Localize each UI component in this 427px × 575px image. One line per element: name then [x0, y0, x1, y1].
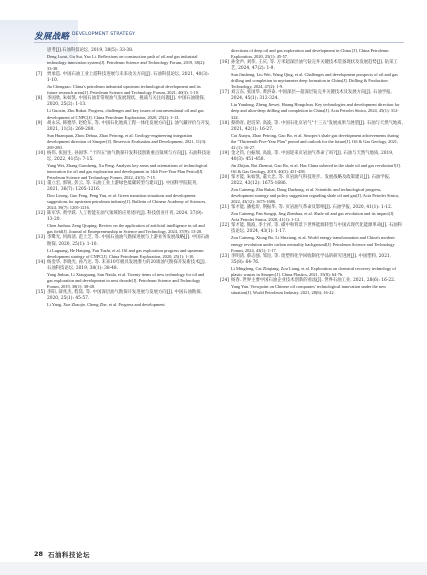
reference-text-en: Chen Junhua, Zeng Qiuping. Review on the application of artificial intelligence in oil and gas field[J]. Journal of Entrepreneurship in Science and Technology, 2024, 37(9): 13-20.: [47, 223, 205, 235]
reference-text-zh: 李国欣, 朱如凯. 中国石油非常规油气发展现状、挑战与关注问题[J]. 中国石油勘探, 2020, 25(2): 1-13.: [47, 96, 206, 108]
reference-text-en: Liu Yandong, Zheng Jiewei, Huang Hongchun. Key technologies and development direction for deep and ultra-deep drilling and completion in China[J]. Acta Petrolei Sinica, 2024, 45(1): 312-324.: [231, 102, 400, 120]
reference-text-zh: 孙金声, 刘伟, 王庆, 等. 万米超深层油气钻完井关键技术装备现状及发展趋势[J]. 钻采工艺, 2024, 47(2): 1-9.: [231, 60, 398, 72]
reference-text-zh: 邹才能, 熊波, 李士祥, 等. 碳中和背景下世界能源转型与中国式现代化能源革命[J]. 石油科技论坛, 2024, 43(1): 1-17.: [231, 223, 402, 235]
reference-entry: [36, 181, 211, 211]
reference-number: [23]: [220, 253, 229, 259]
reference-text-zh: 李阳, 薛兆杰, 程喆, 等. 中国深层油气勘探开发进展与发展方向[J]. 中国石油勘探, 2020, 25(1): 45-57.: [47, 289, 202, 301]
reference-number: [8]: [36, 96, 43, 102]
reference-text-zh: 邹才能, 朱如凯, 董大忠, 等. 页岩油气科技进步、发展战略及政策建议[J]. 石油学报, 2022, 43(12): 1675-1686.: [231, 174, 391, 187]
reference-text-en: Zou Caineng, Pan Songqi, Jing Zhenhua, et al. Shale oil and gas revolution and its impact[J]. Acta Petrolei Sinica, 2020, 41(1): 1-12.: [231, 211, 395, 223]
reference-number: [9]: [36, 120, 43, 126]
reference-column-left: [36, 48, 211, 308]
page-number: 28: [34, 550, 43, 558]
reference-text-en: Yang Wei, Zhang Guosheng, Xu Peng. Analysis key areas and orientations of technological innovation for oil and gas exploration and development in 14th Five-Year Plan Period[J]. Petroleum Science and Technology Forum, 2022, 41(5): 7-15.: [47, 162, 208, 180]
reference-text-zh: 贾承造. 中国石油工业上游科技进展与未来攻关方向[J]. 石油科技论坛, 2021, 40(3): 1-10.: [47, 72, 209, 84]
reference-text-en: Li Mingfeng, Cai Zhiqiang, Zou Liang, et al. Exploration on chemical recovery technology of plastic wastes in Sinopec[J]. China Plastics, 2021, 35(8): 64-76.: [231, 265, 396, 277]
reference-text-zh: 蔡勋育, 赵培荣, 高波, 等. 中国石化页岩气"十三五"发展成果与展望[J]. 石油与天然气地质, 2021, 42(1): 16-27.: [231, 120, 404, 132]
reference-number: [16]: [220, 60, 229, 66]
reference-entry: [220, 223, 403, 253]
reference-text-en: Sun Jinsheng, Liu Wei, Wang Qing, et al. Challenges and development prospects of oil and gas drilling and completion in myriameter deep formation in China[J]. Drilling & Production Technology, 2024, 47(2): 1-9.: [231, 72, 398, 90]
reference-entry: [36, 211, 211, 235]
header-rule: [34, 42, 404, 43]
reference-text-zh: 李明清, 蔡志强, 邹昆, 等. 废塑料化学回收制化学品的研究进展[J]. 中国塑料, 2021, 35(8): 64-76.: [231, 253, 392, 265]
reference-text-zh: 杨金华, 李晓光, 孙乃达, 等. 未来10年极具发展潜力的20项油气勘探开发新技术[J]. 石油科技论坛, 2019, 38(1): 38-48.: [47, 259, 206, 271]
reference-number: [7]: [36, 72, 43, 78]
reference-text-zh: 董立宏, 郭锐, 彭云, 等. 石油工业上游绿色低碳转型与建议[J]. 中国科学院院刊, 2021, 36(7): 1205-1216.: [47, 181, 198, 193]
reference-entry: [220, 48, 403, 60]
reference-number: [11]: [36, 181, 45, 187]
reference-number: [12]: [36, 211, 45, 217]
reference-text-en: Li Guoxin, Zhu Rukai. Progress, challenges and key issues of unconventional oil and gas development of CNPC[J]. China Petroleum Exploration, 2020, 25(2): 1-13.: [47, 108, 204, 120]
reference-entry: [220, 121, 403, 151]
reference-number: [15]: [36, 289, 45, 295]
reference-text-en: Jin Zhijun, Bai Zhenrui, Gao Bo, et al. Has China ushered in the shale oil and gas revolution?[J]. Oil & Gas Geology, 2019, 40(3): 451-458.: [231, 162, 401, 174]
reference-number: [24]: [220, 277, 229, 283]
reference-number: [20]: [220, 174, 229, 180]
reference-text-en: Yang Jinhua, Li Xiaoguang, Sun Naida, et al. Twenty items of new technology for oil and gas exploration and development in next decade[J]. Petroleum Science and Technology Forum, 2019, 38(1): 38-48.: [47, 271, 205, 289]
journal-name: 石油科技论坛: [48, 551, 90, 559]
reference-entry: [36, 260, 211, 290]
reference-text-zh: 杨伟, 张国生, 孙国华. "十四五"油气勘探开发科技创新重点领域与方向[J]. 石油科技论坛, 2022, 41(5): 7-15.: [47, 150, 211, 162]
reference-text-en: Li Yang, Xue Zhaojie, Cheng Zhe, et al. Progress and development: [47, 301, 165, 307]
reference-number: [13]: [36, 235, 45, 241]
reference-column-right: [220, 48, 403, 296]
reference-entry: [220, 60, 403, 90]
reference-text-en: Cai Xunyu, Zhao Peirong, Gao Bo, et al. Sinopec's shale gas development achievements during the "Thirteenth Five-Year Plan" period and outlook for the future[J]. Oil & Gas Geology, 2021, 42 (1): 16-27.: [231, 132, 399, 150]
reference-number: [10]: [36, 150, 45, 156]
reference-entry: [220, 205, 403, 223]
page-footer: [0, 538, 427, 575]
reference-entry: [220, 278, 403, 296]
reference-text-zh: 金之钧, 白振瑞, 高波, 等. 中国迎来页岩油气革命了吗?[J]. 石油与天然气地质, 2019, 40(3): 451-458.: [231, 150, 394, 162]
reference-entry: [220, 90, 403, 120]
reference-entry: [36, 290, 211, 308]
reference-text-zh: 陈军华, 黄学跃. 人工智能在油气领域的应用述评[J]. 科技创业月刊, 2024, 37(9): 13-20.: [47, 211, 204, 223]
reference-text-zh: 刘言东, 张国华, 黄洪泰. 中国深层—超深层钻完井关键技术及发展方向[J]. 石油学报, 2024, 45(1): 312-324.: [231, 90, 392, 102]
reference-number: [22]: [220, 223, 229, 229]
reference-number: [18]: [220, 120, 229, 126]
reference-entry: [220, 151, 403, 175]
reference-entry: [36, 72, 211, 96]
reference-text-zh: 思考[J].石油科技论坛, 2019, 38(5): 33-38.: [47, 48, 134, 53]
reference-text-en: Dou Lirong, Guo Feng, Peng Yun, et al. Green transition situations and development suggestions for upstream petroleum industry[J]. Bulletin of Chinese Academy of Sciences, 2024, 39(7): 1205-1216.: [47, 193, 207, 211]
reference-entry: [36, 151, 211, 181]
reference-text-en: Deng Lurui, Gu Sui, Yao Li. Reflections on construction path of oil and gas industrial technology innovation system[J]. Petroleum Science and Technology Forum, 2019, 38(2): 33-38.: [47, 54, 206, 72]
reference-number: [19]: [220, 150, 229, 156]
reference-entry: [220, 254, 403, 278]
reference-text-en: Zou Caineng, Zhu Rukai, Dong Dazhong, et al. Scientific and technological progress, development strategy and policy suggestion regarding shale oil and gas[J]. Acta Petrolei Sinica, 2022, 43(12): 1675-1686.: [231, 187, 400, 205]
reference-entry: [36, 121, 211, 151]
reference-text-en: Yang Yun. Viewpoint on Chinese oil companies' technological innovation under the new situation[J]. World Petroleum Industry, 2021, 28(6): 16-22.: [231, 283, 387, 295]
reference-number: [17]: [220, 90, 229, 96]
reference-entry: [36, 48, 211, 72]
section-subtitle: DEVELOPMENT STRATEGY: [72, 32, 136, 37]
reference-text-zh: 邹才能, 潘松圻, 荆振华, 等. 页岩油气革命及影响[J]. 石油学报, 2020, 41(1): 1-12.: [231, 205, 393, 211]
reference-text-en: Jia Chengzao. China's petroleum industrial upstream technological development and its future research areas[J]. Petroleum Science and Technology Forum, 2021, 40(3): 1-10.: [47, 84, 201, 96]
reference-text-zh: 李鹭光, 何海清, 范土芝, 等. 中国石油油气勘探进展与上游业务发展战略[J]. 中国石油勘探, 2020, 25(1): 1-10.: [47, 235, 210, 247]
reference-number: [21]: [220, 205, 229, 211]
reference-entry: [36, 96, 211, 120]
reference-text-en: directions of deep oil and gas exploration and development in China [J]. China Petroleum Exploration, 2020, 25(1): 45-57.: [231, 48, 389, 60]
reference-text-zh: 胡永乐, 韩德华, 赵伦东, 等. 中国石化地质工程一体化发展方向[J]. 油气藏评价与开发, 2021, 11(3): 269-280.: [47, 120, 211, 132]
reference-number: [14]: [36, 259, 45, 265]
reference-text-en: Zou Caineng, Xiong Bo, Li Shixiang, et al. World energy transformation and China's modern energy revolution under carbon neutrality background[J]. Petroleum Science and Technology Forum, 2024, 43(1): 1-17.: [231, 235, 395, 253]
reference-entry: [36, 235, 211, 259]
reference-entry: [220, 175, 403, 205]
reference-text-en: Li Luguang, He Haiqing, Fan Tuzhi, et al. Oil and gas exploration progress and upstream development strategy of CNPC[J]. China Petroleum Exploration, 2020, 25(1): 1-10.: [47, 247, 204, 259]
section-title: 发展战略: [34, 32, 70, 42]
footer-bar: [0, 562, 427, 575]
reference-text-zh: 杨春. 世界主要中国石油企业技术创新的看法[J]. 世界石油工业, 2021, 28(6): 16-22.: [231, 277, 396, 283]
reference-text-en: Sun Huanquan, Zhou Dehua, Zhao Peirong, et al. Geology-engineering integration development direction of Sinopec[J]. Reservoir Evaluation and Development, 2021, 11(3): 269-280.: [47, 132, 207, 150]
